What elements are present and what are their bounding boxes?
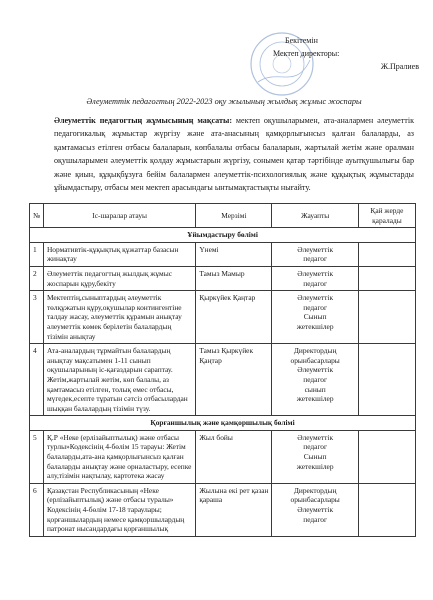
- responsible-line: жетекшілер: [296, 321, 334, 331]
- responsible-line: педагог: [303, 254, 328, 264]
- responsible-line: жетекшілер: [296, 394, 334, 404]
- responsible-line: жетекшілер: [296, 461, 334, 471]
- section-row: [30, 416, 416, 431]
- responsible-line: педагог: [303, 374, 328, 384]
- table-header-row: [30, 204, 416, 228]
- row-place: [358, 291, 415, 344]
- responsible-line: орынбасарлары: [290, 495, 340, 505]
- row-responsible: [272, 266, 358, 290]
- row-number: 2: [30, 266, 44, 290]
- row-action: Қ.Р «Неке (ерлізайыптылық) және отбасы турлы»Кодексінің 4-бөлім 15 тарауы: Жетім балаларды,ата-ана қамқорлығынсыз қалған балаларды анықтау және орналастыру, есепке алу,тізімін нақтылау, картотека жасау: [43, 430, 195, 483]
- row-responsible: [272, 291, 358, 344]
- responsible-line: Әлеуметтік: [297, 293, 334, 303]
- row-responsible: [272, 483, 358, 536]
- purpose-text: мектеп оқушыларымен, ата-аналармен әлеуметтік педагогикалық жұмыстар жүргізу және ата-анасының қамқорлығынсыз қалған балаларды, аз қамтамасыз етілген отбасы балаларын, көпбалалы отбасы балаларын, жартылай жетім және оралман оқушыларымен әлеуметтік қолдау жұмыстарын жүргізу, сонымен қатар тәртібінде ауытқушылығы бар және қиын, құқықбұзуға бейім балалармен әлеуметтік-психологиялық және құқықтық жұмыстарды ұйымдастыру, отбасы мен мектеп арасындағы ынтымақтастықты нығайту.: [54, 116, 414, 193]
- header-responsible: Жауапты: [272, 204, 358, 228]
- table-row: [30, 242, 416, 266]
- responsible-line: педагог: [303, 278, 328, 288]
- responsible-line: Әлеуметтік: [297, 505, 334, 515]
- table-row: [30, 291, 416, 344]
- row-term: Жылына екі рет қазан қараша: [196, 483, 272, 536]
- row-action: Мектептің,сыныптардың әлеуметтік төлқұжатын құру,оқушылар контингентіне талдау жасау, әлеуметтік құрамын анықтау әлеуметтік көмек берілетін балалардың тізімін анықтау: [43, 291, 195, 344]
- approval-signature-name: Ж.Пралиев: [380, 62, 419, 71]
- header-action: Іс-шаралар атауы: [43, 204, 195, 228]
- approval-line-2: Мектеп директоры:: [273, 49, 340, 58]
- responsible-line: сынып: [304, 384, 326, 394]
- section-title: Қорғаншылық және қамқоршылық бөлімі: [30, 416, 416, 431]
- row-place: [358, 266, 415, 290]
- section-row: [30, 228, 416, 243]
- approval-block: [255, 34, 425, 73]
- document-title: Әлеуметтік педагогтың 2022-2023 оқу жылының жылдық жұмыс жоспары: [86, 97, 362, 106]
- responsible-line: Әлеуметтік: [297, 365, 334, 375]
- purpose-paragraph: [54, 114, 414, 194]
- row-action: Әлеуметтік педагогтың жылдық жұмыс жоспарын құру,бекіту: [43, 266, 195, 290]
- row-responsible: [272, 430, 358, 483]
- row-term: Қыркүйек Қаңтар: [196, 291, 272, 344]
- row-term: Үнемі: [196, 242, 272, 266]
- plan-table: [29, 203, 416, 537]
- approval-line-1: Бекітемін: [285, 36, 318, 45]
- section-title: Ұйымдастыру бөлімі: [30, 228, 416, 243]
- responsible-line: педагог: [303, 302, 328, 312]
- responsible-line: Сынып: [303, 452, 327, 462]
- row-responsible: [272, 344, 358, 416]
- table-row: [30, 430, 416, 483]
- responsible-line: Сынып: [303, 312, 327, 322]
- row-term: Тамыз Мамыр: [196, 266, 272, 290]
- responsible-line: педагог: [303, 514, 328, 524]
- row-action: Ата-аналардың тұрмайтын балалардың анықтау мақсатымен 1-11 сынып оқушыларының іс-қағаздарын сараптау. Жетім,жартылай жетім, көп балалы, аз қамтамасыз етілген, толық емес отбасы, мүгедек,есепте тұратын сәтсіз отбасылардан шыққан балалардың тізімін түзу.: [43, 344, 195, 416]
- responsible-line: Әлеуметтік: [297, 268, 334, 278]
- row-place: [358, 344, 415, 416]
- row-number: 1: [30, 242, 44, 266]
- row-number: 6: [30, 483, 44, 536]
- responsible-line: Әлеуметтік: [297, 244, 334, 254]
- header-term: Мерзімі: [196, 204, 272, 228]
- responsible-line: Әлеуметтік: [297, 432, 334, 442]
- purpose-label: Әлеуметтік педагогтың жұмысының мақсаты:: [54, 116, 233, 125]
- row-place: [358, 430, 415, 483]
- row-term: Тамыз Қыркүйек Қаңтар: [196, 344, 272, 416]
- responsible-line: Директордың: [293, 346, 337, 356]
- header-place: Қай жерде қаралады: [358, 204, 415, 228]
- row-term: Жыл бойы: [196, 430, 272, 483]
- responsible-line: орынбасарлары: [290, 355, 340, 365]
- table-row: [30, 266, 416, 290]
- table-row: [30, 483, 416, 536]
- row-action: Қазақстан Республикасының «Неке (ерлізайыптылық) және отбасы туралы» Кодексінің 4-бөлім 17-18 тараулары; қорғаншылардың немесе қамқоршылардың патронат нысандардағы қорғаншылық: [43, 483, 195, 536]
- responsible-line: Директордың: [293, 485, 337, 495]
- row-number: 4: [30, 344, 44, 416]
- row-place: [358, 242, 415, 266]
- row-place: [358, 483, 415, 536]
- header-number: №: [30, 204, 44, 228]
- row-number: 3: [30, 291, 44, 344]
- row-number: 5: [30, 430, 44, 483]
- row-responsible: [272, 242, 358, 266]
- table-row: [30, 344, 416, 416]
- responsible-line: педагог: [303, 442, 328, 452]
- row-action: Нормативтік-құқықтық құжаттар базасын жинақтау: [43, 242, 195, 266]
